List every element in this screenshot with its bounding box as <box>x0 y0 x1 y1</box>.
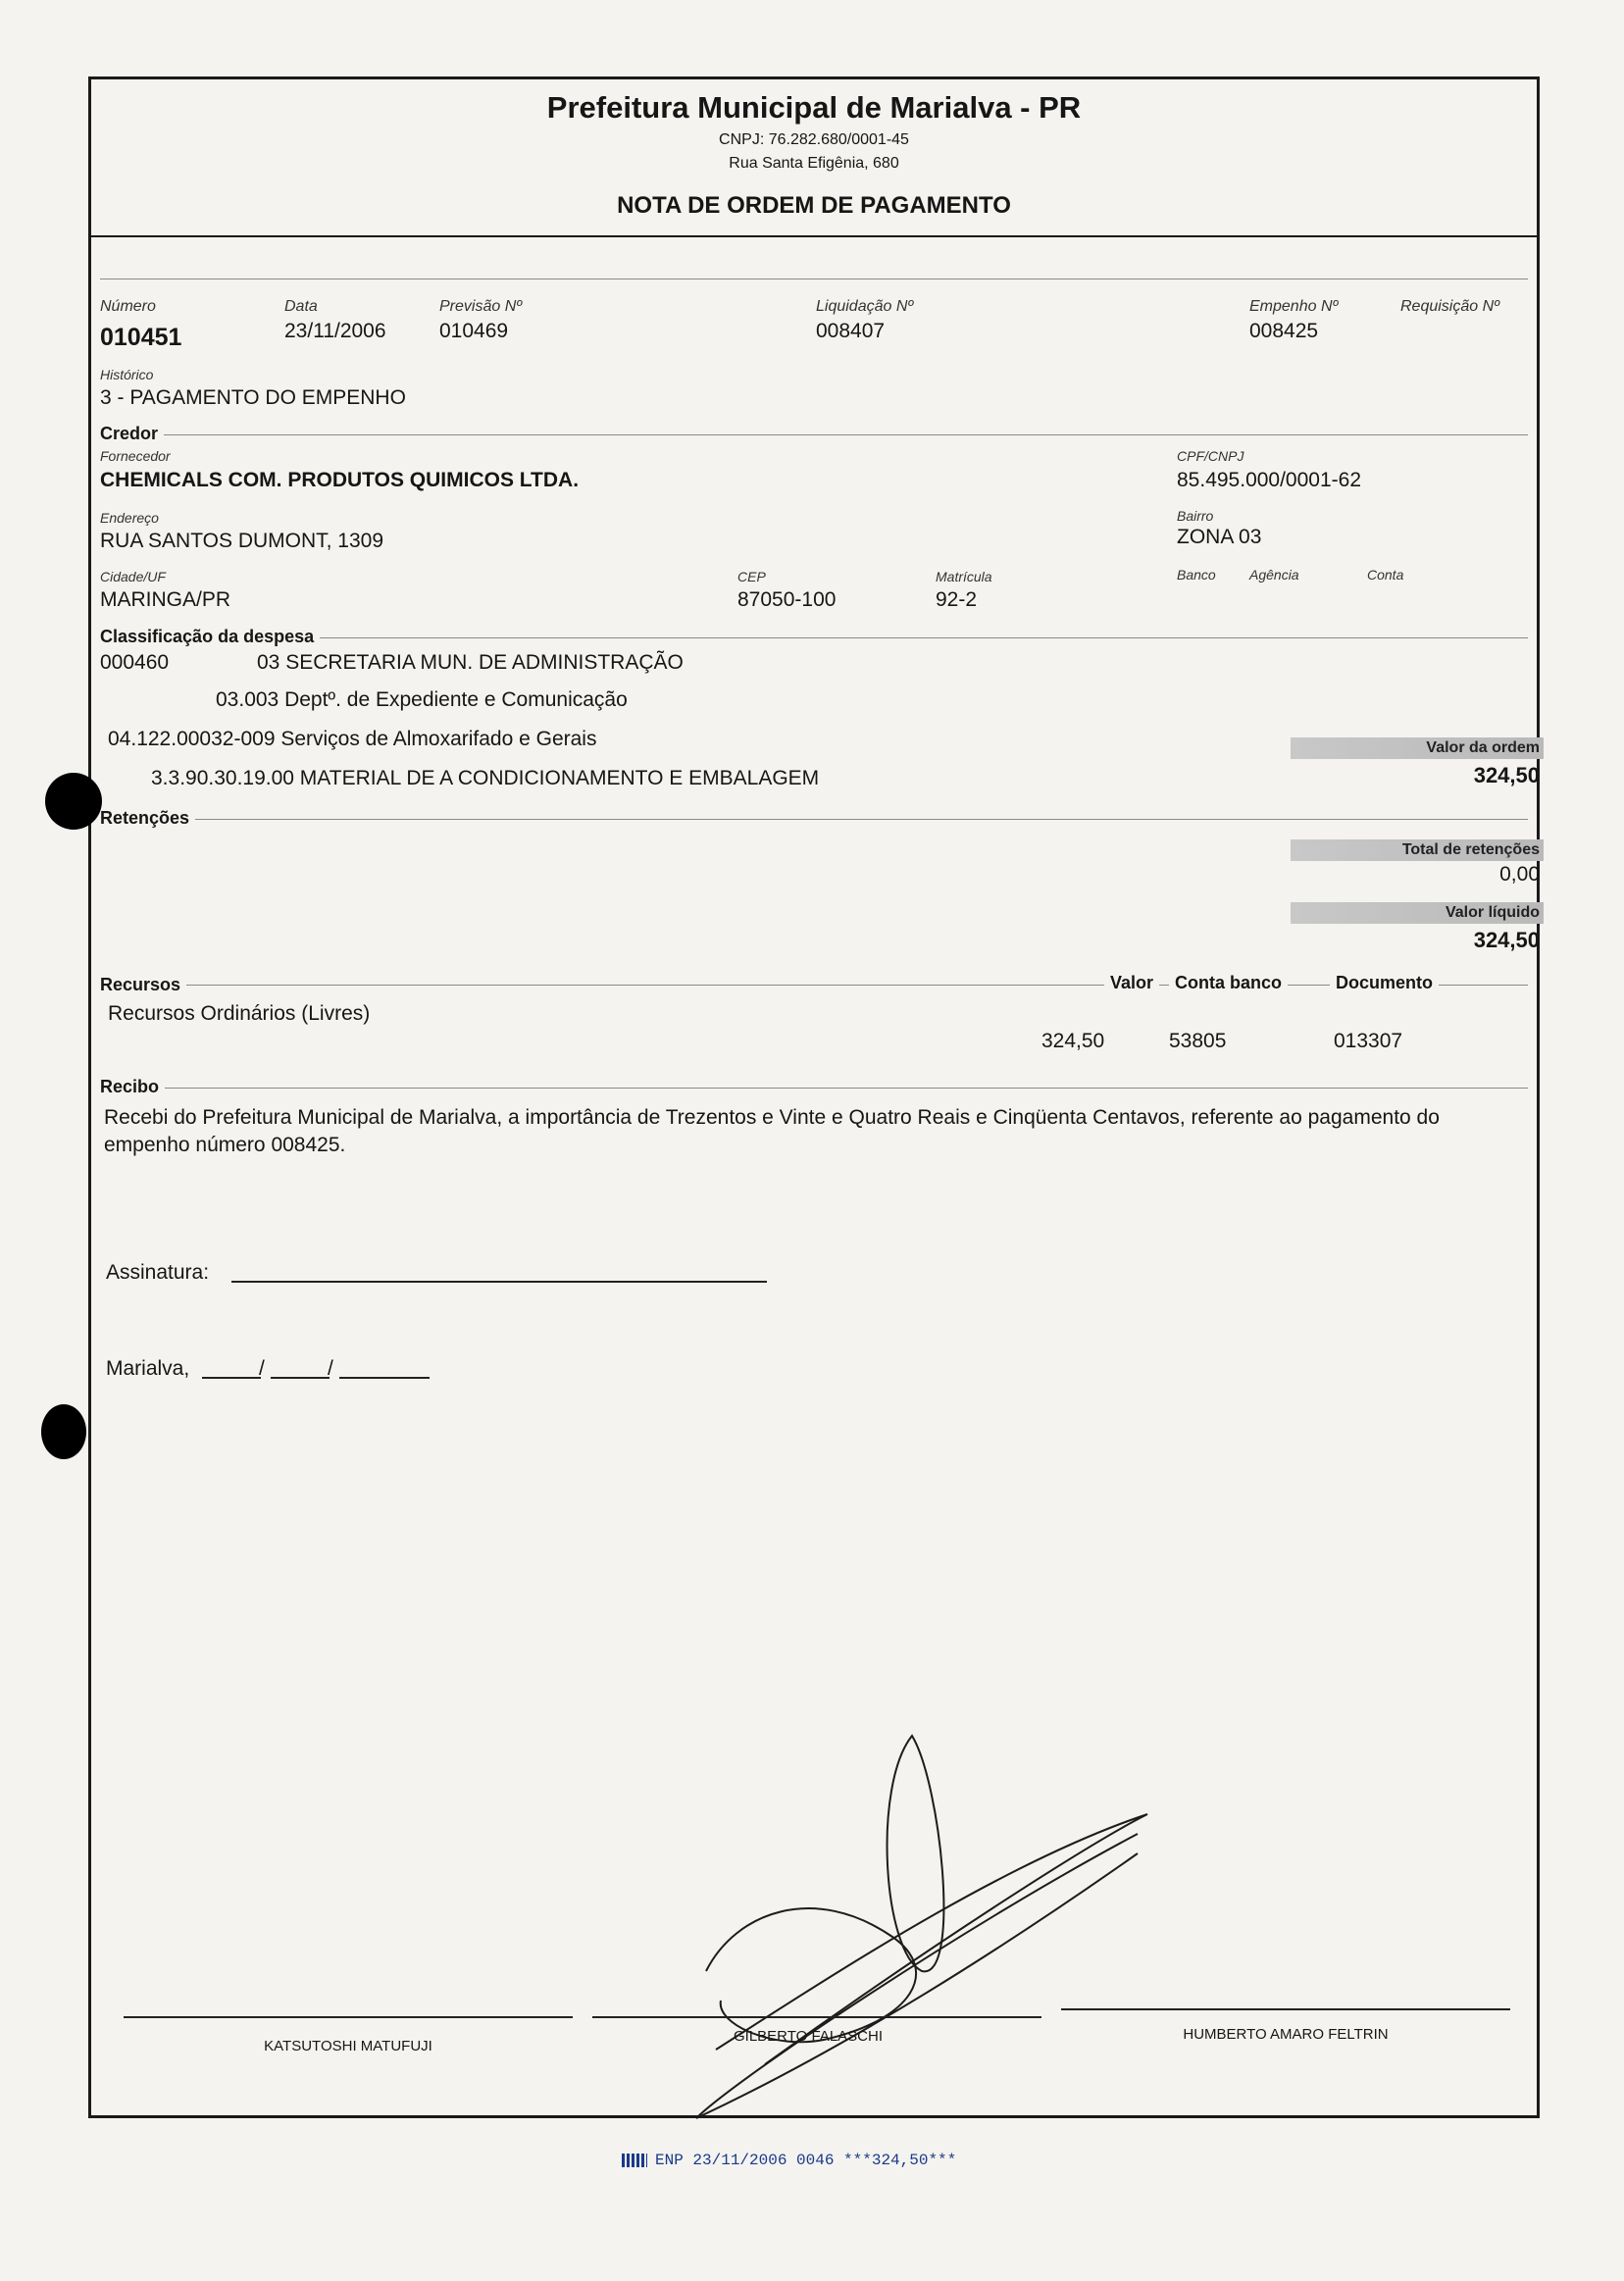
agencia-label: Agência <box>1249 567 1299 583</box>
local-label: Marialva, <box>106 1357 190 1380</box>
handwritten-signature <box>677 1726 1187 2138</box>
endereco-label: Endereço <box>100 510 159 526</box>
credor-section-title: Credor <box>100 424 164 444</box>
empenho-value: 008425 <box>1249 320 1319 342</box>
assinatura-label: Assinatura: <box>106 1261 210 1284</box>
payment-stamp: ENP 23/11/2006 0046 ***324,50*** <box>655 2152 957 2169</box>
recibo-rule <box>100 1088 1528 1089</box>
conta-label: Conta <box>1367 567 1404 583</box>
recibo-text: Recebi do Prefeitura Municipal de Marialva, a importância de Trezentos e Vinte e Quatro Reais e Cinqüenta Centavos, referente ao pagamento do empenho número 008425. <box>104 1106 1440 1156</box>
fornecedor-label: Fornecedor <box>100 448 171 464</box>
address-line: Rua Santa Efigênia, 680 <box>729 155 899 172</box>
signatory-2: GILBERTO FALASCHI <box>734 2028 883 2045</box>
numero-label: Número <box>100 298 156 315</box>
empenho-label: Empenho Nº <box>1249 298 1339 315</box>
bairro-value: ZONA 03 <box>1177 526 1262 548</box>
recursos-conta: 53805 <box>1169 1030 1227 1052</box>
classificacao-funcional: 04.122.00032-009 Serviços de Almoxarifado e Gerais <box>108 728 597 750</box>
liquidacao-label: Liquidação Nº <box>816 298 914 315</box>
endereco-value: RUA SANTOS DUMONT, 1309 <box>100 530 384 552</box>
cpf-label: CPF/CNPJ <box>1177 448 1244 464</box>
date-sep-1: / <box>259 1357 265 1380</box>
date-sep-2: / <box>328 1357 333 1380</box>
data-label: Data <box>284 298 318 315</box>
retencoes-section-title: Retenções <box>100 808 195 829</box>
historico-value: 3 - PAGAMENTO DO EMPENHO <box>100 386 406 409</box>
classificacao-orgao: 03 SECRETARIA MUN. DE ADMINISTRAÇÃO <box>257 651 684 674</box>
date-month-line[interactable] <box>271 1377 330 1379</box>
data-value: 23/11/2006 <box>284 320 386 342</box>
recursos-section-title: Recursos <box>100 975 186 995</box>
stamp-mark-icon <box>622 2154 647 2167</box>
total-retencoes-label: Total de retenções <box>1401 841 1540 858</box>
bairro-label: Bairro <box>1177 508 1214 524</box>
signature-line-2 <box>592 2016 1041 2018</box>
recursos-documento: 013307 <box>1334 1030 1403 1052</box>
recursos-rule <box>100 985 1528 986</box>
header-divider <box>88 235 1540 237</box>
historico-label: Histórico <box>100 367 154 382</box>
matricula-label: Matrícula <box>936 569 992 584</box>
matricula-value: 92-2 <box>936 588 978 611</box>
numero-value: 010451 <box>100 324 182 351</box>
classificacao-section-title: Classificação da despesa <box>100 627 320 647</box>
cidade-label: Cidade/UF <box>100 569 166 584</box>
valor-liquido-label: Valor líquido <box>1445 904 1540 921</box>
assinatura-line[interactable] <box>231 1281 767 1283</box>
signature-line-1 <box>124 2016 573 2018</box>
fornecedor-value: CHEMICALS COM. PRODUTOS QUIMICOS LTDA. <box>100 469 580 491</box>
classificacao-elemento: 3.3.90.30.19.00 MATERIAL DE A CONDICIONAMENTO E EMBALAGEM <box>151 767 820 789</box>
cep-value: 87050-100 <box>737 588 837 611</box>
signatory-1: KATSUTOSHI MATUFUJI <box>264 2038 432 2054</box>
previsao-label: Previsão Nº <box>439 298 523 315</box>
credor-rule <box>100 434 1528 435</box>
recursos-conta-header: Conta banco <box>1169 973 1288 993</box>
date-year-line[interactable] <box>339 1377 430 1379</box>
classificacao-unidade: 03.003 Deptº. de Expediente e Comunicação <box>216 688 628 711</box>
recibo-section-title: Recibo <box>100 1077 165 1097</box>
previsao-value: 010469 <box>439 320 509 342</box>
cep-label: CEP <box>737 569 766 584</box>
signature-line-3 <box>1061 2008 1510 2010</box>
retencoes-rule <box>100 819 1528 820</box>
municipality-title: Prefeitura Municipal de Marialva - PR <box>546 90 1082 125</box>
classificacao-code: 000460 <box>100 651 170 674</box>
banco-label: Banco <box>1177 567 1216 583</box>
cpf-value: 85.495.000/0001-62 <box>1177 469 1362 491</box>
total-retencoes-value: 0,00 <box>1499 863 1540 886</box>
liquidacao-value: 008407 <box>816 320 886 342</box>
punch-hole-bottom <box>41 1404 86 1459</box>
valor-liquido-value: 324,50 <box>1473 928 1540 952</box>
date-day-line[interactable] <box>202 1377 261 1379</box>
punch-hole-top <box>45 773 102 830</box>
cnpj-line: CNPJ: 76.282.680/0001-45 <box>719 131 909 148</box>
signatory-3: HUMBERTO AMARO FELTRIN <box>1183 2026 1389 2043</box>
recursos-fonte: Recursos Ordinários (Livres) <box>108 1002 371 1025</box>
valor-ordem-value: 324,50 <box>1473 763 1540 787</box>
recursos-valor-header: Valor <box>1104 973 1159 993</box>
valor-ordem-label: Valor da ordem <box>1426 739 1540 756</box>
recursos-valor: 324,50 <box>1041 1030 1105 1052</box>
requisicao-label: Requisição Nº <box>1400 298 1499 315</box>
recursos-documento-header: Documento <box>1330 973 1439 993</box>
document-title: NOTA DE ORDEM DE PAGAMENTO <box>617 192 1011 219</box>
cidade-value: MARINGA/PR <box>100 588 231 611</box>
